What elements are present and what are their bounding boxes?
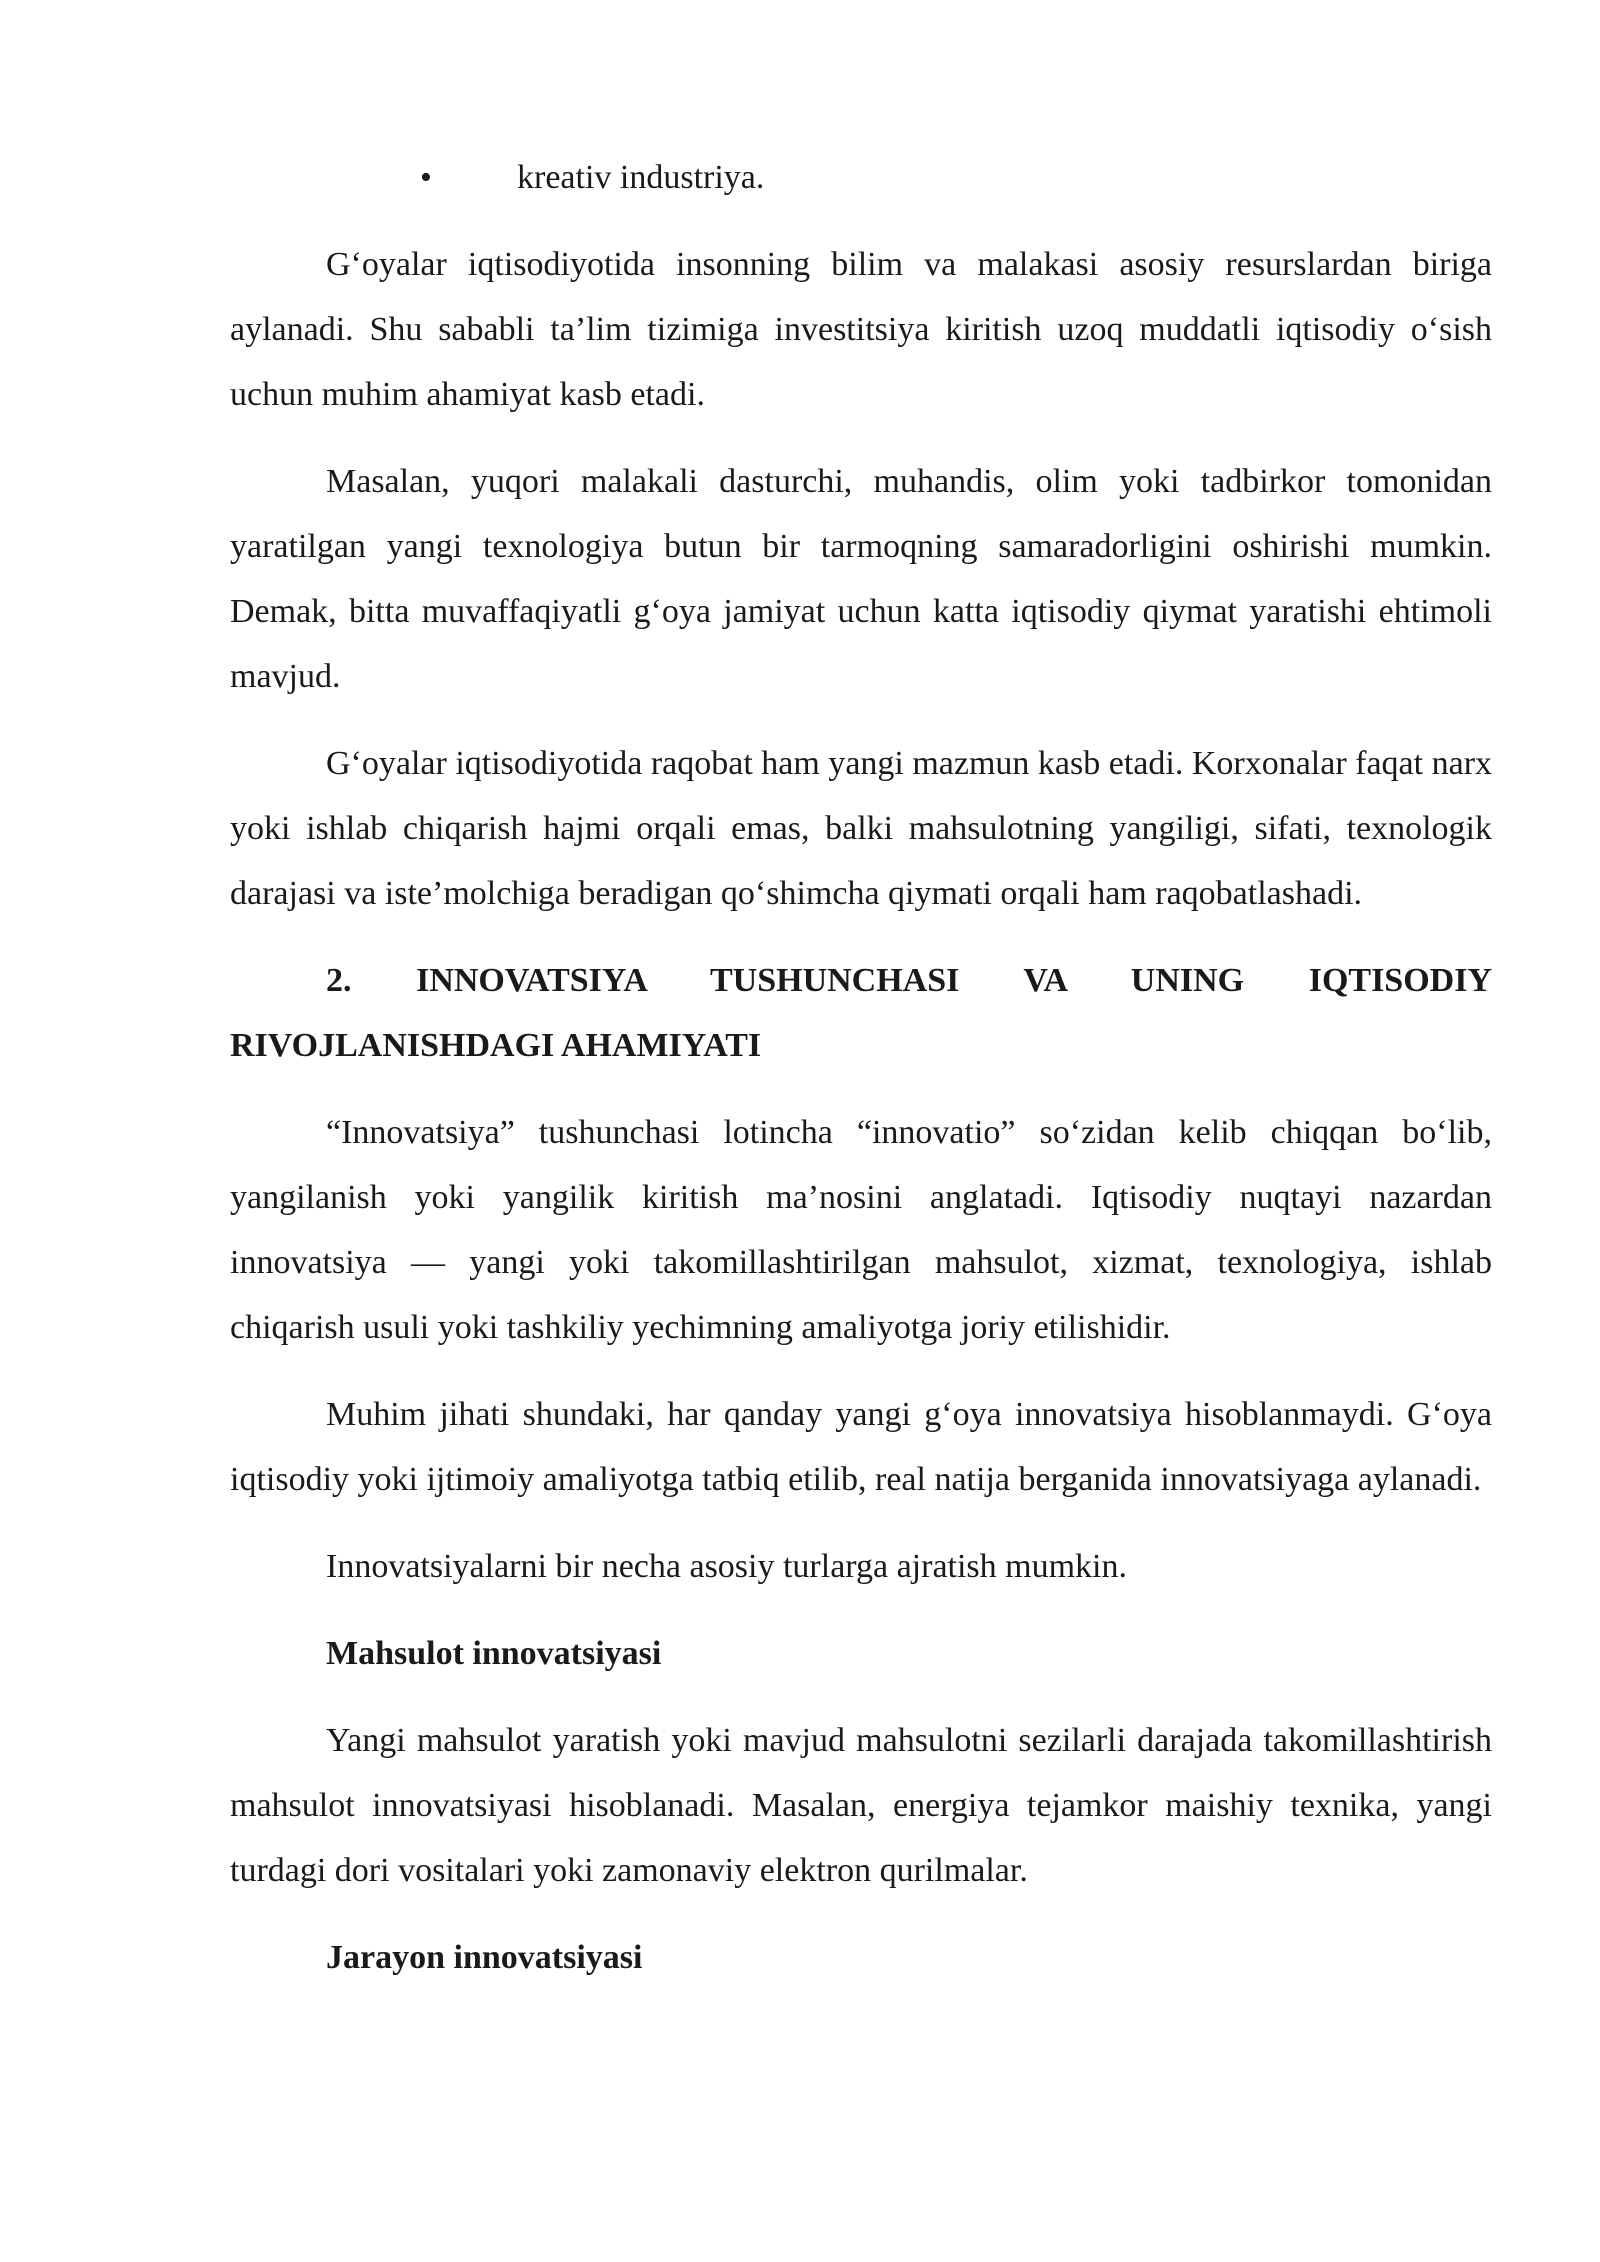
paragraph: G‘oyalar iqtisodiyotida raqobat ham yangi mazmun kasb etadi. Korxonalar faqat narx yoki ishlab chiqarish hajmi orqali emas, balki mahsulotning yangiligi, sifati, texnologik darajasi va iste’molchiga beradigan qo‘shimcha qiymati orqali ham raqobatlashadi. [230,745,1493,912]
paragraph: Yangi mahsulot yaratish yoki mavjud mahsulotni sezilarli darajada takomillashtirish mahsulot innovatsiyasi hisoblanadi. Masalan, energiya tejamkor maishiy texnika, yangi turdagi dori vositalari yoki zamonaviy elektron qurilmalar. [230,1722,1492,1889]
paragraph: Muhim jihati shundaki, har qanday yangi g‘oya innovatsiya hisoblanmaydi. G‘oya iqtisodiy yoki ijtimoiy amaliyotga tatbiq etilib, real natija berganida innovatsiyaga aylanadi. [230,1396,1492,1498]
paragraph: Masalan, yuqori malakali dasturchi, muhandis, olim yoki tadbirkor tomonidan yaratilgan yangi texnologiya butun bir tarmoqning samaradorligini oshirishi mumkin. Demak, bitta muvaffaqiyatli g‘oya jamiyat uchun katta iqtisodiy qiymat yaratishi ehtimoli mavjud. [230,463,1492,695]
subheading-process-innovation: Jarayon innovatsiyasi [326,1939,643,1976]
bullet-icon: • [420,159,432,196]
paragraph: Innovatsiyalarni bir necha asosiy turlarga ajratish mumkin. [326,1548,1127,1585]
subheading-product-innovation: Mahsulot innovatsiyasi [326,1635,662,1672]
bullet-item [230,145,1492,210]
paragraph: “Innovatsiya” tushunchasi lotincha “innovatio” so‘zidan kelib chiqqan bo‘lib, yangilanish yoki yangilik kiritish ma’nosini anglatadi. Iqtisodiy nuqtayi nazardan innovatsiya — yangi yoki takomillashtirilgan mahsulot, xizmat, texnologiya, ishlab chiqarish usuli yoki tashkiliy yechimning amaliyotga joriy etilishidir. [230,1114,1492,1346]
bullet-text: kreativ industriya. [517,159,765,196]
paragraph: G‘oyalar iqtisodiyotida insonning bilim va malakasi asosiy resurslardan biriga aylanadi. Shu sababli ta’lim tizimiga investitsiya kiritish uzoq muddatli iqtisodiy o‘sish uchun muhim ahamiyat kasb etadi. [230,246,1492,413]
page-content [230,145,1492,2012]
section-heading: 2. INNOVATSIYA TUSHUNCHASI VA UNING IQTISODIY RIVOJLANISHDAGI AHAMIYATI [230,962,1492,1064]
